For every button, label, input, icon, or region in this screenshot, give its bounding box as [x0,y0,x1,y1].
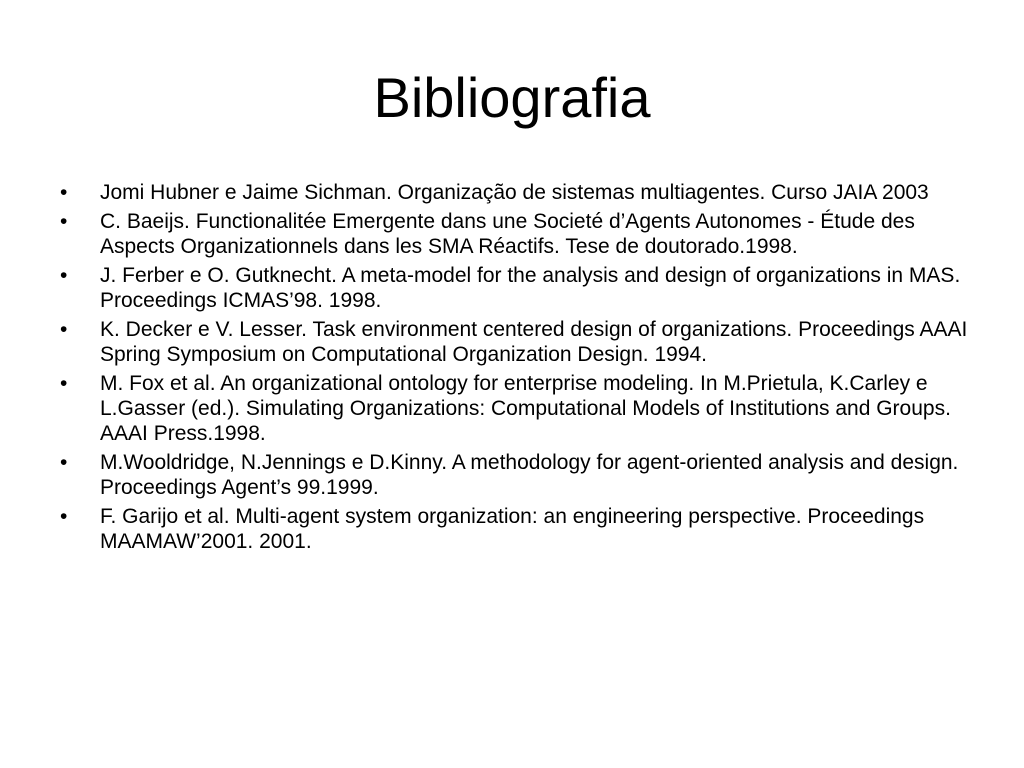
reference-item [60,450,975,500]
reference-item [60,209,975,259]
reference-text: C. Baeijs. Functionalitée Emergente dans une Societé d’Agents Autonomes - Étude des Aspects Organizationnels dans les SMA Réactifs. Tese de doutorado.1998. [100,210,915,258]
bullet-icon: • [60,210,68,233]
reference-item [60,371,975,446]
bullet-icon: • [60,372,68,395]
reference-item [60,504,975,554]
reference-text: M. Fox et al. An organizational ontology for enterprise modeling. In M.Prietula, K.Carley e L.Gasser (ed.). Simulating Organizations: Computational Models of Institutions and Groups. AAAI Press.1998. [100,372,951,445]
reference-text: K. Decker e V. Lesser. Task environment centered design of organizations. Proceedings AAAI Spring Symposium on Computational Organization Design. 1994. [100,318,968,366]
bullet-icon: • [60,505,68,528]
bullet-icon: • [60,451,68,474]
reference-text: Jomi Hubner e Jaime Sichman. Organização de sistemas multiagentes. Curso JAIA 2003 [100,181,929,204]
reference-item [60,317,975,367]
bullet-icon: • [60,318,68,341]
reference-item [60,263,975,313]
reference-text: M.Wooldridge, N.Jennings e D.Kinny. A methodology for agent-oriented analysis and design. Proceedings Agent’s 99.1999. [100,451,959,499]
bullet-icon: • [60,181,68,204]
reference-list [60,180,975,558]
reference-item [60,180,975,205]
bullet-icon: • [60,264,68,287]
reference-text: J. Ferber e O. Gutknecht. A meta-model for the analysis and design of organizations in MAS. Proceedings ICMAS’98. 1998. [100,264,961,312]
slide-title: Bibliografia [373,66,651,129]
reference-text: F. Garijo et al. Multi-agent system organization: an engineering perspective. Proceedings MAAMAW’2001. 2001. [100,505,925,553]
